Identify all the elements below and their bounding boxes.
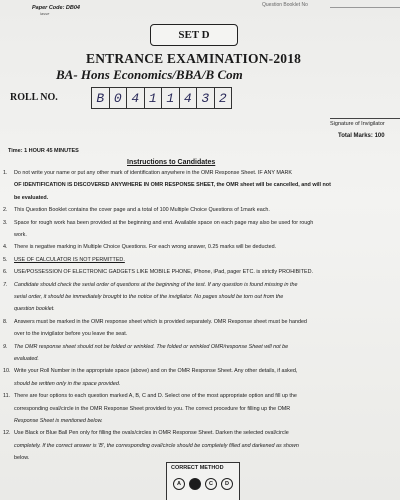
instruction-line: [3, 294, 283, 300]
answer-bubble-c: C: [205, 478, 217, 490]
instruction-line: [3, 368, 297, 374]
instruction-text: Response Sheet is mentioned below.: [14, 418, 103, 424]
instruction-number: 1.: [3, 170, 8, 176]
instruction-number: 3.: [3, 219, 8, 226]
instruction-text: Answers must be marked in the OMR response sheet which is provided separately. OMR Response sheet must be handed: [14, 318, 307, 325]
instruction-line: [3, 257, 125, 263]
exam-time: Time: 1 HOUR 45 MINUTES: [8, 148, 79, 154]
instruction-text: serial order, it should be immediately brought to the notice of the invigilator. No pages should be torn out from the: [14, 294, 284, 300]
instruction-line: [3, 455, 29, 461]
instruction-number: 8.: [3, 318, 8, 325]
instruction-text: question booklet.: [14, 306, 55, 313]
question-booklet-number-label: Question Booklet No: [262, 2, 308, 8]
instruction-line: [3, 182, 331, 188]
instruction-number: 2.: [3, 207, 8, 214]
instruction-text: should be written only in the space provided.: [14, 380, 121, 387]
instruction-line: [3, 282, 298, 288]
instruction-number: 11.: [3, 393, 11, 400]
instruction-text: Write your Roll Number in the appropriate space (above) and on the OMR Response Sheet. Any other details, if asked,: [14, 368, 298, 375]
instruction-text: USE/POSSESSION OF ELECTRONIC GADGETS LIKE MOBILE PHONE, iPhone, iPad, pager ETC. is strictly PROHIBITED.: [14, 269, 313, 276]
instruction-text: below.: [14, 455, 30, 462]
roll-digit: 1: [144, 87, 163, 109]
instruction-line: [3, 244, 276, 250]
instructions-heading: Instructions to Candidates: [127, 159, 216, 166]
instruction-line: [3, 418, 103, 424]
instruction-number: 6.: [3, 269, 8, 276]
instruction-line: [3, 381, 120, 387]
instruction-number: 7.: [3, 281, 8, 288]
instruction-text: Space for rough work has been provided at the beginning and end. Available space on each page may also be used for rough: [14, 219, 314, 226]
instruction-line: [3, 269, 313, 275]
instruction-text: corresponding oval/circle in the OMR Response Sheet provided to you. The correct procedure for filling up the OMR: [14, 405, 291, 412]
instruction-text: There are four options to each question marked A, B, C and D. Select one of the most appropriate option and fill up the: [14, 393, 297, 400]
correct-method-example: [166, 462, 240, 500]
handwritten-note: lasse: [40, 11, 50, 16]
instruction-text: work.: [14, 232, 27, 238]
roll-digit: 1: [161, 87, 180, 109]
instruction-line: [3, 356, 39, 362]
instruction-line: [3, 232, 27, 238]
instruction-line: [3, 306, 55, 312]
instruction-text: OF IDENTIFICATION IS DISCOVERED ANYWHERE IN OMR RESPONSE SHEET, the OMR sheet will be cancelled, and will not: [14, 182, 331, 189]
instruction-text: be evaluated.: [14, 194, 49, 201]
instruction-line: [3, 344, 288, 350]
roll-number-label: ROLL NO.: [10, 92, 58, 103]
instruction-line: [3, 331, 127, 337]
answer-bubble-a: A: [173, 478, 185, 490]
exam-subtitle: BA- Hons Economics/BBA/B Com: [56, 67, 243, 82]
instruction-number: 9.: [3, 343, 8, 350]
instruction-number: 5.: [3, 256, 8, 263]
correct-method-title: CORRECT METHOD: [171, 465, 224, 471]
roll-digit: 4: [126, 87, 145, 109]
booklet-number-line: [330, 7, 400, 8]
instruction-text: This Question Booklet contains the cover page and a total of 100 Multiple Choice Questions of 1mark each.: [14, 207, 270, 214]
signature-label: Signature of Invigilator: [330, 121, 385, 127]
instruction-text: Do not write your name or put any other mark of identification anywhere in the OMR Response Sheet. IF ANY MARK: [14, 170, 292, 176]
answer-bubble-d: D: [221, 478, 233, 490]
instruction-number: 4.: [3, 244, 8, 251]
roll-digit: 2: [214, 87, 233, 109]
answer-bubble-b-filled: B: [189, 478, 201, 490]
answer-bubbles: [173, 478, 233, 490]
instruction-line: [3, 406, 290, 412]
instruction-number: 10.: [3, 368, 11, 375]
instruction-number: 12.: [3, 430, 11, 437]
instruction-text: Candidate should check the serial order of questions at the beginning of the test. If any question is found missing in the: [14, 281, 298, 288]
paper-code: Paper Code: DB04: [32, 5, 80, 11]
instruction-line: [3, 220, 313, 226]
instruction-text: USE OF CALCULATOR IS NOT PERMITTED.: [14, 256, 125, 263]
instruction-text: evaluated.: [14, 356, 39, 362]
instruction-text: The OMR response sheet should not be folded or wrinkled. The folded or wrinkled OMR/response Sheet will not be: [14, 343, 289, 350]
roll-digit: 3: [196, 87, 215, 109]
set-label: SET D: [178, 29, 210, 41]
roll-digit: 0: [109, 87, 128, 109]
instruction-text: Use Black or Blue Ball Pen only for filling the ovals/circles in OMR Response Sheet. Darken the selected oval/circle: [14, 430, 289, 437]
instruction-line: [3, 393, 297, 399]
set-badge: [150, 24, 238, 46]
roll-digit: B: [91, 87, 110, 109]
roll-number-boxes: [92, 87, 232, 109]
instruction-text: completely. If the correct answer is 'B', the corresponding oval/circle should be completely filled and darkened as shown: [14, 442, 299, 449]
instruction-line: [3, 195, 48, 201]
signature-line: [330, 118, 400, 119]
instruction-line: [3, 170, 292, 176]
instruction-line: [3, 319, 307, 325]
roll-digit: 4: [179, 87, 198, 109]
instruction-line: [3, 443, 299, 449]
instruction-text: over to the invigilator before you leave the seat.: [14, 331, 128, 338]
instruction-line: [3, 207, 270, 213]
instruction-text: There is negative marking in Multiple Choice Questions. For each wrong answer, 0.25 marks will be deducted.: [14, 244, 277, 251]
exam-title: ENTRANCE EXAMINATION-2018: [86, 51, 302, 66]
instruction-line: [3, 430, 289, 436]
total-marks: Total Marks: 100: [338, 133, 385, 139]
